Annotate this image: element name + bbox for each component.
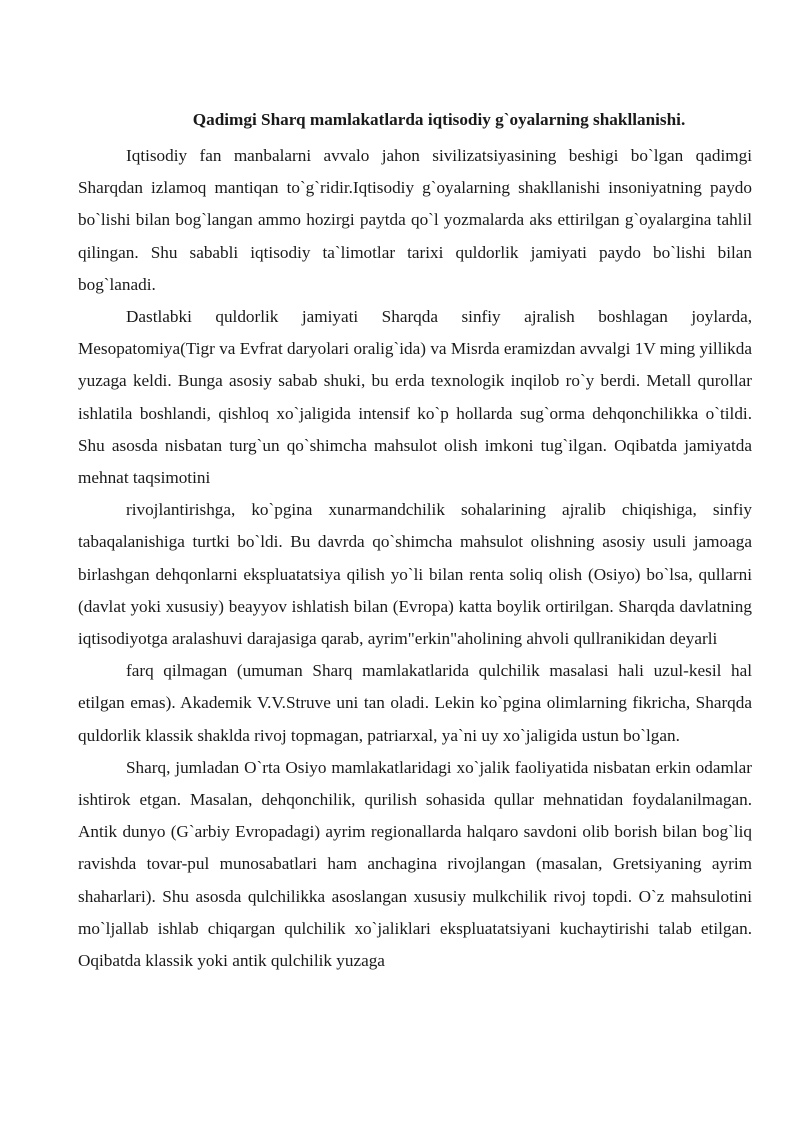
paragraph-5: Sharq, jumladan O`rta Osiyo mamlakatlaridagi xo`jalik faoliyatida nisbatan erkin odamlar ishtirok etgan. Masalan, dehqonchilik, qurilish sohasida qullar mehnatidan foydalanilmagan. Antik dunyo (G`arbiy Evropadagi) ayrim regionallarda halqaro savdoni olib borish bilan bog`liq ravishda tovar-pul munosabatlari ham anchagina rivojlangan (masalan, Gretsiyaning ayrim shaharlari). Shu asosda qulchilikka asoslangan xususiy mulkchilik rivoj topdi. O`z mahsulotini mo`ljallab ishlab chiqargan qulchilik xo`jaliklari ekspluatatsiyani kuchaytirishi talab etilgan. Oqibatda klassik yoki antik qulchilik yuzaga bbox=[78, 757, 752, 971]
document-page bbox=[78, 108, 752, 977]
paragraph-2: Dastlabki quldorlik jamiyati Sharqda sinfiy ajralish boshlagan joylarda, Mesopatomiya(Tigr va Evfrat daryolari oralig`ida) va Misrda eramizdan avvalgi 1V ming yillikda yuzaga keldi. Bunga asosiy sabab shuki, bu erda texnologik inqilob ro`y berdi. Metall qurollar ishlatila boshlandi, qishloq xo`jaligida intensif ko`p hollarda sug`orma dehqonchilikka o`tildi. Shu asosda nisbatan turg`un qo`shimcha mahsulot olish imkoni tug`ilgan. Oqibatda jamiyatda mehnat taqsimotini bbox=[78, 307, 752, 488]
paragraph-4: farq qilmagan (umuman Sharq mamlakatlarida qulchilik masalasi hali uzul-kesil hal etilgan emas). Akademik V.V.Struve uni tan oladi. Lekin ko`pgina olimlarning fikricha, Sharqda quldorlik klassik shaklda rivoj topmagan, patriarxal, ya`ni uy xo`jaligida ustun bo`lgan. bbox=[78, 661, 752, 745]
paragraph-3: rivojlantirishga, ko`pgina xunarmandchilik sohalarining ajralib chiqishiga, sinfiy tabaqalanishiga turtki bo`ldi. Bu davrda qo`shimcha mahsulot olishning asosiy usuli jamoaga birlashgan dehqonlarni ekspluatatsiya qilish yo`li bilan renta soliq olish (Osiyo) bo`lsa, qullarni (davlat yoki xususiy) beayyov ishlatish bilan (Evropa) katta boylik ortirilgan. Sharqda davlatning iqtisodiyotga aralashuvi darajasiga qarab, ayrim"erkin"aholining ahvoli qullranikidan deyarli bbox=[78, 500, 752, 649]
document-title: Qadimgi Sharq mamlakatlarda iqtisodiy g`oyalarning shakllanishi. bbox=[192, 110, 686, 129]
paragraph-1: Iqtisodiy fan manbalarni avvalo jahon sivilizatsiyasining beshigi bo`lgan qadimgi Sharqdan izlamoq mantiqan to`g`ridir.Iqtisodiy g`oyalarning shakllanishi insoniyatning paydo bo`lishi bilan bog`langan ammo hozirgi paytda qo`l yozmalarda aks ettirilgan g`oyalargina tahlil qilingan. Shu sababli iqtisodiy ta`limotlar tarixi quldorlik jamiyati paydo bo`lishi bilan bog`lanadi. bbox=[78, 146, 752, 294]
